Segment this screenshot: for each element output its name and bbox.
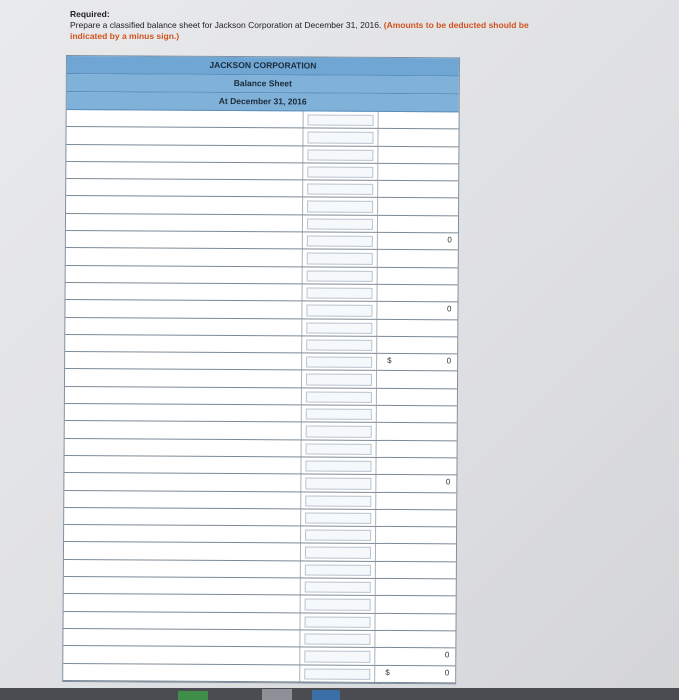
amount-input-box[interactable]	[304, 633, 370, 645]
account-name-input[interactable]	[67, 110, 304, 128]
account-name-input[interactable]	[66, 214, 303, 232]
total-amount-cell	[378, 164, 456, 181]
total-amount-cell	[377, 319, 455, 336]
total-amount-cell	[376, 527, 454, 544]
amount-input-box[interactable]	[305, 599, 371, 611]
instructions	[70, 9, 540, 42]
amount-input-box[interactable]	[307, 166, 373, 178]
instructions-emphasis: (Amounts to be deducted should be indicated by a minus sign.)	[70, 20, 529, 41]
amount-input[interactable]	[302, 405, 377, 422]
currency-symbol: $	[387, 356, 392, 366]
amount-input-box[interactable]	[305, 616, 371, 628]
instructions-text: Prepare a classified balance sheet for Jackson Corporation at December 31, 2016.	[70, 20, 382, 30]
amount-input[interactable]	[301, 457, 376, 474]
statement-date: At December 31, 2016	[67, 92, 459, 112]
amount-input-box[interactable]	[306, 305, 372, 317]
total-amount-cell	[375, 614, 453, 631]
total-amount-cell	[378, 216, 456, 233]
total-amount-cell	[378, 268, 456, 285]
amount-input[interactable]	[300, 613, 375, 630]
amount-input[interactable]	[301, 509, 376, 526]
total-amount-cell	[378, 181, 456, 198]
amount-input-box[interactable]	[305, 478, 371, 490]
amount-input-box[interactable]	[305, 495, 371, 507]
total-amount-cell	[375, 665, 453, 682]
total-value: 0	[444, 667, 450, 677]
account-name-input[interactable]	[65, 318, 302, 336]
amount-input-box[interactable]	[305, 530, 371, 542]
account-name-input[interactable]	[66, 248, 303, 266]
taskbar-app-green[interactable]	[178, 691, 208, 700]
amount-input-box[interactable]	[304, 668, 370, 680]
total-amount-cell	[377, 337, 455, 354]
amount-input-box[interactable]	[304, 651, 370, 663]
amount-input[interactable]	[301, 596, 376, 613]
amount-input-box[interactable]	[305, 564, 371, 576]
total-amount-cell	[377, 302, 455, 319]
account-name-input[interactable]	[66, 179, 303, 197]
amount-input-box[interactable]	[308, 114, 374, 126]
amount-input[interactable]	[302, 388, 377, 405]
amount-input-box[interactable]	[305, 460, 371, 472]
amount-input[interactable]	[301, 475, 376, 492]
amount-input-box[interactable]	[306, 391, 372, 403]
total-amount-cell	[375, 648, 453, 665]
amount-input[interactable]	[303, 233, 378, 250]
amount-input-box[interactable]	[305, 581, 371, 593]
amount-input-box[interactable]	[306, 426, 372, 438]
total-value: 0	[447, 235, 452, 245]
total-amount-cell	[376, 510, 454, 527]
amount-input[interactable]	[303, 250, 378, 267]
account-name-input[interactable]	[65, 300, 302, 318]
currency-symbol: $	[385, 667, 390, 677]
amount-input[interactable]	[302, 336, 377, 353]
amount-input[interactable]	[303, 181, 378, 198]
amount-input[interactable]	[302, 319, 377, 336]
total-amount-cell	[375, 631, 453, 648]
account-name-input[interactable]	[64, 542, 301, 560]
account-name-input[interactable]	[65, 369, 302, 387]
total-value: 0	[446, 304, 452, 314]
amount-input-box[interactable]	[307, 287, 373, 299]
account-name-input[interactable]	[64, 577, 301, 595]
amount-input-box[interactable]	[306, 339, 372, 351]
table-row	[63, 663, 455, 683]
balance-sheet-form	[62, 55, 460, 684]
account-name-input[interactable]	[65, 335, 302, 353]
amount-input-box[interactable]	[307, 270, 373, 282]
balance-sheet-rows	[63, 110, 458, 683]
amount-input[interactable]	[303, 163, 378, 180]
account-name-input[interactable]	[66, 162, 303, 180]
taskbar-app-blue[interactable]	[312, 690, 340, 700]
account-name-input[interactable]	[64, 594, 301, 612]
total-amount-cell	[378, 147, 456, 164]
amount-input-box[interactable]	[306, 357, 372, 369]
total-amount-cell	[378, 250, 456, 267]
amount-input[interactable]	[303, 129, 378, 146]
account-name-input[interactable]	[63, 663, 300, 681]
account-name-input[interactable]	[64, 491, 301, 509]
account-name-input[interactable]	[63, 629, 300, 647]
account-name-input[interactable]	[64, 525, 301, 543]
amount-input[interactable]	[301, 561, 376, 578]
total-amount-cell	[376, 475, 454, 492]
account-name-input[interactable]	[66, 283, 303, 301]
account-name-input[interactable]	[64, 456, 301, 474]
total-value: 0	[445, 477, 451, 487]
amount-input-box[interactable]	[306, 374, 372, 386]
account-name-input[interactable]	[65, 387, 302, 405]
total-amount-cell	[378, 198, 456, 215]
account-name-input[interactable]	[66, 196, 303, 214]
total-amount-cell	[376, 562, 454, 579]
taskbar-app-grey[interactable]	[262, 689, 292, 700]
total-amount-cell	[379, 112, 457, 129]
account-name-input[interactable]	[66, 145, 303, 163]
company-name: JACKSON CORPORATION	[67, 56, 459, 76]
total-amount-cell	[377, 423, 455, 440]
amount-input-box[interactable]	[305, 512, 371, 524]
statement-title: Balance Sheet	[67, 74, 459, 94]
amount-input-box[interactable]	[306, 322, 372, 334]
amount-input[interactable]	[304, 111, 379, 128]
total-amount-cell	[376, 492, 454, 509]
account-name-input[interactable]	[65, 352, 302, 370]
amount-input-box[interactable]	[307, 149, 373, 161]
amount-input[interactable]	[303, 146, 378, 163]
account-name-input[interactable]	[65, 404, 302, 422]
account-name-input[interactable]	[66, 266, 303, 284]
total-value: 0	[444, 650, 450, 660]
total-amount-cell	[376, 579, 454, 596]
total-value: 0	[446, 356, 452, 366]
account-name-input[interactable]	[64, 473, 301, 491]
amount-input[interactable]	[301, 492, 376, 509]
amount-input[interactable]	[301, 578, 376, 595]
amount-input-box[interactable]	[306, 443, 372, 455]
amount-input[interactable]	[302, 423, 377, 440]
amount-input-box[interactable]	[307, 184, 373, 196]
required-label: Required:	[70, 9, 110, 19]
total-amount-cell	[376, 596, 454, 613]
amount-input[interactable]	[303, 267, 378, 284]
amount-input[interactable]	[303, 284, 378, 301]
total-amount-cell	[378, 285, 456, 302]
total-amount-cell	[377, 406, 455, 423]
amount-input[interactable]	[302, 302, 377, 319]
total-amount-cell	[377, 354, 455, 371]
total-amount-cell	[376, 458, 454, 475]
amount-input[interactable]	[302, 354, 377, 371]
amount-input[interactable]	[301, 544, 376, 561]
account-name-input[interactable]	[65, 439, 302, 457]
account-name-input[interactable]	[64, 508, 301, 526]
amount-input[interactable]	[300, 630, 375, 647]
account-name-input[interactable]	[66, 127, 303, 145]
total-amount-cell	[376, 544, 454, 561]
account-name-input[interactable]	[64, 560, 301, 578]
amount-input[interactable]	[303, 198, 378, 215]
amount-input[interactable]	[300, 648, 375, 665]
amount-input[interactable]	[301, 527, 376, 544]
amount-input-box[interactable]	[305, 547, 371, 559]
amount-input-box[interactable]	[307, 236, 373, 248]
total-amount-cell	[377, 371, 455, 388]
amount-input[interactable]	[302, 440, 377, 457]
amount-input-box[interactable]	[306, 409, 372, 421]
account-name-input[interactable]	[65, 421, 302, 439]
total-amount-cell	[378, 129, 456, 146]
amount-input[interactable]	[302, 371, 377, 388]
amount-input[interactable]	[300, 665, 375, 682]
total-amount-cell	[377, 441, 455, 458]
amount-input-box[interactable]	[307, 253, 373, 265]
account-name-input[interactable]	[66, 231, 303, 249]
account-name-input[interactable]	[64, 612, 301, 630]
amount-input[interactable]	[303, 215, 378, 232]
account-name-input[interactable]	[63, 646, 300, 664]
amount-input-box[interactable]	[307, 132, 373, 144]
total-amount-cell	[377, 389, 455, 406]
total-amount-cell	[378, 233, 456, 250]
amount-input-box[interactable]	[307, 201, 373, 213]
amount-input-box[interactable]	[307, 218, 373, 230]
